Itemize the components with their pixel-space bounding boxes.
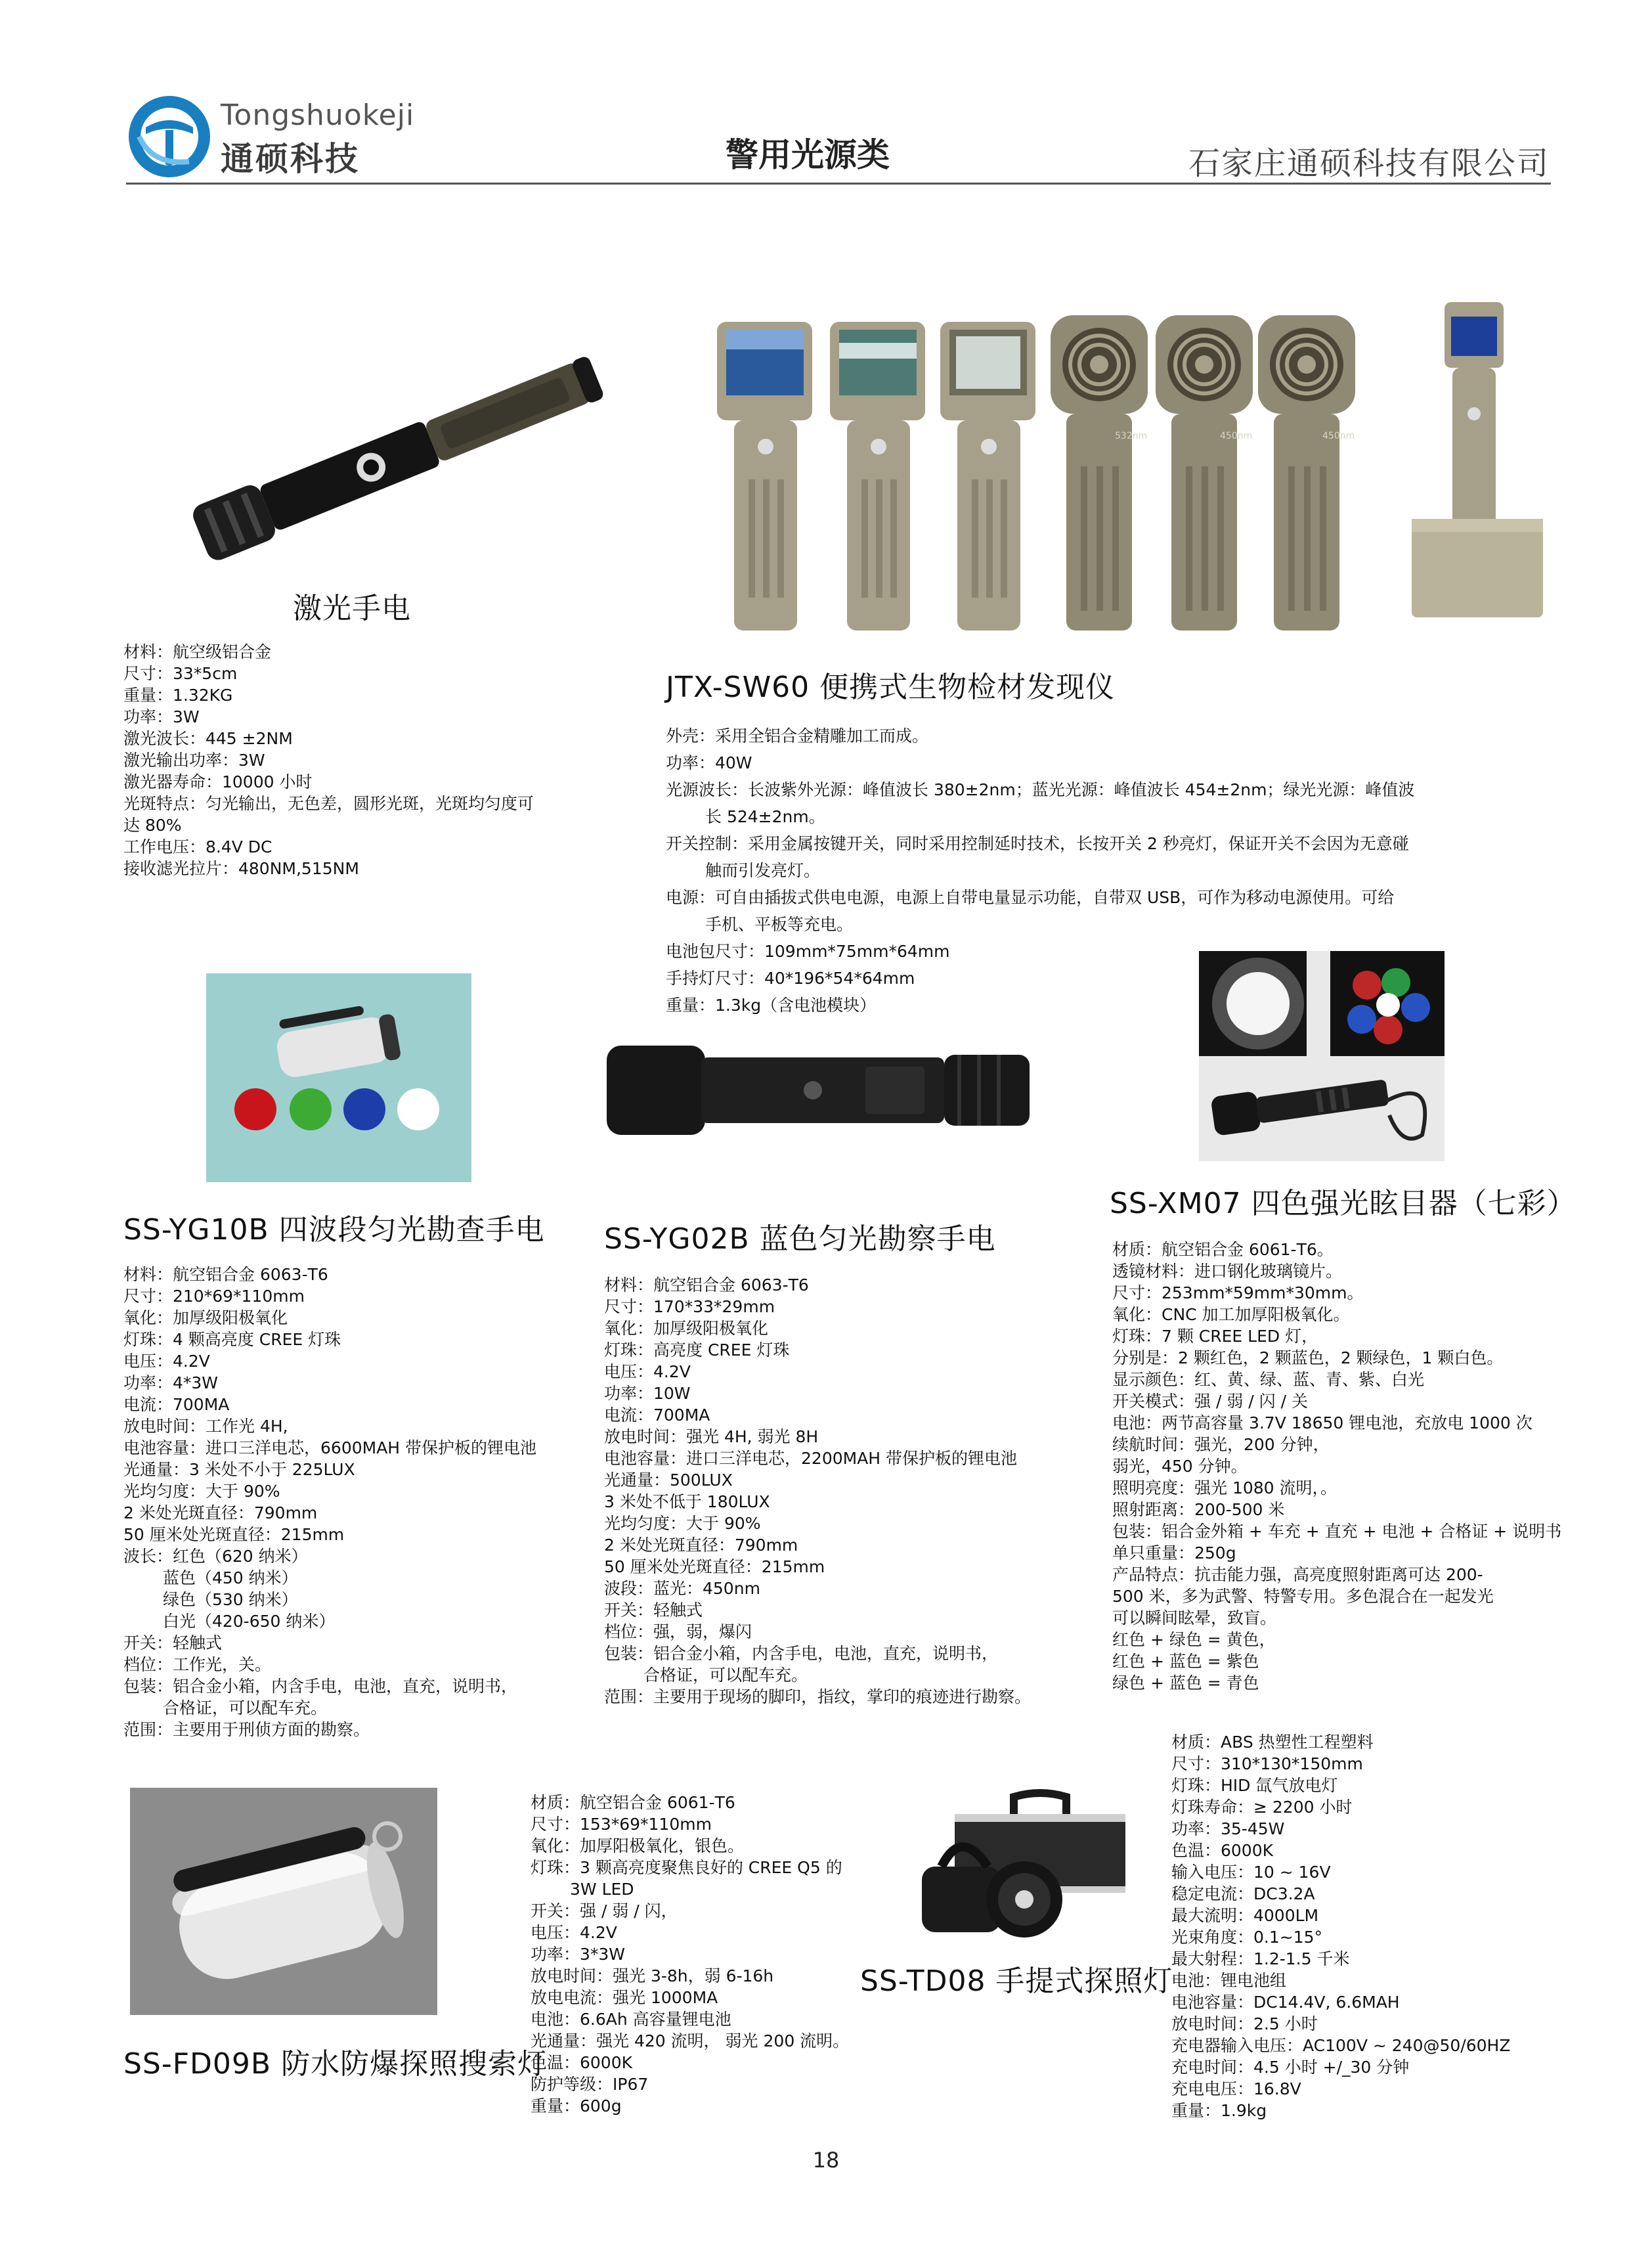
spec-line: 灯珠寿命：≥ 2200 小时 [1171, 1798, 1353, 1817]
td08-specs [1171, 1731, 1565, 2121]
spec-line: 3W LED [570, 1880, 634, 1899]
spec-line: 充电器输入电压：AC100V ~ 240@50/60HZ [1171, 2036, 1511, 2055]
yg10b-title: SS-YG10B 四波段匀光勘查手电 [123, 1213, 545, 1247]
spec-line: 电池容量：DC14.4V, 6.6MAH [1171, 1993, 1400, 2012]
spec-line: 激光输出功率：3W [123, 751, 265, 770]
spec-line: 充电时间：4.5 小时 +/_30 分钟 [1171, 2058, 1410, 2077]
spec-line: 开关：轻触式 [123, 1633, 223, 1652]
td08-title: SS-TD08 手提式探照灯 [860, 1964, 1173, 1998]
spec-line: 材料：航空铝合金 6063-T6 [604, 1275, 809, 1295]
spec-line: 绿色 + 蓝色 = 青色 [1112, 1673, 1259, 1693]
laser-specs [123, 641, 583, 879]
spec-line: 激光器寿命：10000 小时 [123, 772, 313, 791]
fd09b-photo [130, 1788, 437, 2015]
spec-line: 氧化：加厚阳极氧化，银色。 [531, 1836, 745, 1855]
spec-line: 功率：3*3W [531, 1945, 626, 1964]
laser-title: 激光手电 [293, 592, 411, 625]
spec-line: 功率：10W [604, 1384, 691, 1403]
spec-line: 达 80% [123, 816, 182, 835]
spec-line: 光通量：3 米处不小于 225LUX [123, 1460, 355, 1479]
laser-flashlight-photo [158, 335, 637, 571]
spec-line: 材料：航空铝合金 6063-T6 [123, 1265, 328, 1284]
yg02b-title: SS-YG02B 蓝色匀光勘察手电 [604, 1222, 996, 1256]
spec-line: 功率：4*3W [123, 1373, 219, 1392]
spec-line: 蓝色（450 纳米） [163, 1568, 298, 1587]
spec-line: 灯珠：4 颗高亮度 CREE 灯珠 [123, 1330, 341, 1349]
header-divider [126, 183, 1551, 185]
spec-line: 长 524±2nm。 [705, 807, 825, 826]
spec-line: 50 厘米处光斑直径：215mm [604, 1557, 825, 1576]
jtx-title: JTX-SW60 便携式生物检材发现仪 [666, 671, 1116, 704]
xm07-photo [1199, 951, 1445, 1161]
spec-line: 激光波长：445 ±2NM [123, 729, 293, 748]
yg10b-photo [206, 973, 471, 1182]
brand-name-cn: 通硕科技 [221, 140, 360, 178]
spec-line: 工作电压：8.4V DC [123, 837, 272, 856]
spec-line: 弱光，450 分钟。 [1112, 1457, 1248, 1476]
spec-line: 电流：700MA [123, 1395, 230, 1414]
spec-line: 透镜材料：进口钢化玻璃镜片。 [1112, 1262, 1343, 1281]
spec-line: 电压：4.2V [604, 1362, 691, 1381]
spec-line: 材质：ABS 热塑性工程塑料 [1171, 1733, 1374, 1752]
spec-line: 防护等级：IP67 [531, 2075, 649, 2094]
spec-line: 手持灯尺寸：40*196*54*64mm [666, 969, 915, 988]
spec-line: 包装：铝合金外箱 + 车充 + 直充 + 电池 + 合格证 + 说明书 [1112, 1522, 1562, 1541]
spec-line: 开关模式：强 / 弱 / 闪 / 关 [1112, 1392, 1308, 1411]
jtx-devices-photo [709, 302, 1563, 644]
spec-line: 50 厘米处光斑直径：215mm [123, 1525, 345, 1544]
spec-line: 尺寸：170*33*29mm [604, 1297, 775, 1316]
spec-line: 功率：35-45W [1171, 1819, 1285, 1838]
spec-line: 放电时间：工作光 4H, [123, 1417, 288, 1436]
yg10b-specs [123, 1264, 596, 1740]
spec-line: 合格证，可以配车充。 [163, 1698, 328, 1717]
spec-line: 尺寸：253mm*59mm*30mm。 [1112, 1283, 1364, 1302]
page-number: 18 [812, 2148, 840, 2173]
spec-line: 外壳：采用全铝合金精雕加工而成。 [666, 726, 929, 745]
spec-line: 开关：强 / 弱 / 闪， [531, 1901, 678, 1920]
spec-line: 重量：1.3kg（含电池模块） [666, 996, 877, 1015]
spec-line: 光斑特点：匀光输出，无色差，圆形光斑，光斑均匀度可 [123, 794, 534, 813]
spec-line: 红色 + 蓝色 = 紫色 [1112, 1652, 1259, 1671]
spec-line: 电池容量：进口三洋电芯，2200MAH 带保护板的锂电池 [604, 1449, 1018, 1468]
spec-line: 重量：600g [531, 2096, 622, 2115]
brand-name-en: Tongshuokeji [221, 99, 415, 132]
company-logo [126, 93, 213, 180]
spec-line: 灯珠：高亮度 CREE 灯珠 [604, 1340, 790, 1360]
spec-line: 尺寸：153*69*110mm [531, 1815, 712, 1834]
spec-line: 稳定电流：DC3.2A [1171, 1884, 1315, 1903]
spec-line: 范围：主要用于现场的脚印，指纹，掌印的痕迹进行勘察。 [604, 1687, 1032, 1706]
device-wavelength-label: 532nm [1115, 431, 1148, 441]
spec-line: 接收滤光拉片：480NM,515NM [123, 859, 359, 878]
spec-line: 电池：锂电池组 [1171, 1971, 1287, 1990]
spec-line: 电流：700MA [604, 1406, 710, 1425]
spec-line: 光均匀度：大于 90% [123, 1482, 280, 1501]
spec-line: 灯珠：7 颗 CREE LED 灯， [1112, 1327, 1318, 1346]
fd09b-specs [531, 1792, 911, 2117]
spec-line: 光通量：强光 420 流明， 弱光 200 流明。 [531, 2031, 850, 2050]
spec-line: 包装：铝合金小箱，内含手电，电池，直充，说明书， [604, 1644, 999, 1663]
spec-line: 开关控制：采用金属按键开关，同时采用控制延时技术，长按开关 2 秒亮灯，保证开关不会因为无意碰 [666, 834, 1409, 853]
spec-line: 电压：4.2V [531, 1923, 617, 1942]
spec-line: 电池包尺寸：109mm*75mm*64mm [666, 942, 950, 961]
spec-line: 灯珠：HID 氙气放电灯 [1171, 1776, 1338, 1795]
spec-line: 波长：红色（620 纳米） [123, 1547, 308, 1566]
spec-line: 光通量：500LUX [604, 1471, 733, 1490]
spec-line: 500 米，多为武警、特警专用。多色混合在一起发光 [1112, 1587, 1494, 1606]
spec-line: 充电电压：16.8V [1171, 2079, 1301, 2098]
spec-line: 可以瞬间眩晕，致盲。 [1112, 1608, 1277, 1627]
spec-line: 绿色（530 纳米） [163, 1590, 298, 1609]
spec-line: 放电时间：2.5 小时 [1171, 2014, 1318, 2033]
spec-line: 波段：蓝光：450nm [604, 1579, 760, 1598]
spec-line: 重量：1.32KG [123, 686, 233, 705]
spec-line: 功率：40W [666, 753, 752, 772]
spec-line: 灯珠：3 颗高亮度聚焦良好的 CREE Q5 的 [531, 1858, 842, 1877]
spec-line: 触而引发亮灯。 [705, 861, 821, 880]
spec-line: 电池容量：进口三洋电芯，6600MAH 带保护板的锂电池 [123, 1438, 537, 1457]
spec-line: 续航时间：强光，200 分钟， [1112, 1435, 1330, 1454]
td08-photo [915, 1788, 1132, 1945]
spec-line: 尺寸：210*69*110mm [123, 1287, 305, 1306]
spec-line: 档位：强，弱，爆闪 [604, 1622, 752, 1641]
spec-line: 电池：两节高容量 3.7V 18650 锂电池，充放电 1000 次 [1112, 1413, 1532, 1432]
spec-line: 放电时间：强光 3-8h，弱 6-16h [531, 1966, 774, 1985]
yg02b-photo [603, 1038, 1036, 1143]
spec-line: 分别是：2 颗红色，2 颗蓝色，2 颗绿色，1 颗白色。 [1112, 1348, 1504, 1367]
spec-line: 输入电压：10 ~ 16V [1171, 1863, 1331, 1882]
spec-line: 红色 + 绿色 = 黄色， [1112, 1630, 1276, 1649]
page-title: 警用光源类 [726, 136, 890, 174]
spec-line: 氧化：加厚级阳极氧化 [604, 1319, 769, 1338]
spec-line: 产品特点：抗击能力强，高亮度照射距离可达 200- [1112, 1565, 1483, 1584]
spec-line: 最大射程：1.2-1.5 千米 [1171, 1949, 1350, 1968]
spec-line: 开关：轻触式 [604, 1601, 703, 1620]
yg02b-specs [604, 1274, 1103, 1708]
spec-line: 光均匀度：大于 90% [604, 1514, 761, 1533]
spec-line: 材质：航空铝合金 6061-T6 [531, 1793, 735, 1812]
spec-line: 色温：6000K [1171, 1841, 1274, 1860]
spec-line: 放电时间：强光 4H, 弱光 8H [604, 1427, 819, 1446]
spec-line: 尺寸：33*5cm [123, 664, 238, 683]
spec-line: 重量：1.9kg [1171, 2101, 1267, 2120]
xm07-title: SS-XM07 四色强光眩目器（七彩） [1110, 1187, 1576, 1220]
spec-line: 2 米处光斑直径：790mm [604, 1536, 798, 1555]
spec-line: 电池：6.6Ah 高容量锂电池 [531, 2010, 731, 2029]
device-wavelength-label: 450nm [1322, 431, 1355, 441]
spec-line: 包装：铝合金小箱，内含手电，电池，直充，说明书， [123, 1677, 518, 1696]
spec-line: 光束角度：0.1~15° [1171, 1928, 1323, 1947]
spec-line: 单只重量：250g [1112, 1543, 1236, 1562]
spec-line: 显示颜色：红、黄、绿、蓝、青、紫、白光 [1112, 1370, 1425, 1389]
spec-line: 手机、平板等充电。 [705, 915, 854, 934]
spec-line: 放电电流：强光 1000MA [531, 1988, 718, 2007]
spec-line: 白光（420-650 纳米） [163, 1612, 336, 1631]
fd09b-title: SS-FD09B 防水防爆探照搜索灯 [123, 2047, 548, 2081]
spec-line: 3 米处不低于 180LUX [604, 1492, 770, 1511]
spec-line: 档位：工作光，关。 [123, 1655, 272, 1674]
spec-line: 照明亮度：强光 1080 流明，。 [1112, 1478, 1337, 1497]
spec-line: 材质：航空铝合金 6061-T6。 [1112, 1240, 1334, 1259]
spec-line: 2 米处光斑直径：790mm [123, 1503, 318, 1522]
spec-line: 色温：6000K [531, 2053, 633, 2072]
xm07-specs [1112, 1239, 1585, 1694]
spec-line: 范围：主要用于刑侦方面的勘察。 [123, 1720, 370, 1739]
spec-line: 电压：4.2V [123, 1352, 210, 1371]
spec-line: 功率：3W [123, 707, 200, 726]
spec-line: 照射距离：200-500 米 [1112, 1500, 1285, 1519]
spec-line: 光源波长：长波紫外光源：峰值波长 380±2nm；蓝光光源：峰值波长 454±2nm；绿光光源：峰值波 [666, 780, 1415, 799]
spec-line: 尺寸：310*130*150mm [1171, 1754, 1363, 1773]
spec-line: 合格证，可以配车充。 [643, 1666, 808, 1685]
spec-line: 电源：可自由插拔式供电电源，电源上自带电量显示功能，自带双 USB，可作为移动电源使用。可给 [666, 888, 1395, 907]
spec-line: 氧化：CNC 加工加厚阳极氧化。 [1112, 1305, 1350, 1324]
spec-line: 材料：航空级铝合金 [123, 642, 272, 661]
spec-line: 最大流明：4000LM [1171, 1906, 1319, 1925]
company-name: 石家庄通硕科技有限公司 [1188, 145, 1550, 182]
spec-line: 氧化：加厚级阳极氧化 [123, 1308, 288, 1327]
device-wavelength-label: 450nm [1220, 431, 1253, 441]
